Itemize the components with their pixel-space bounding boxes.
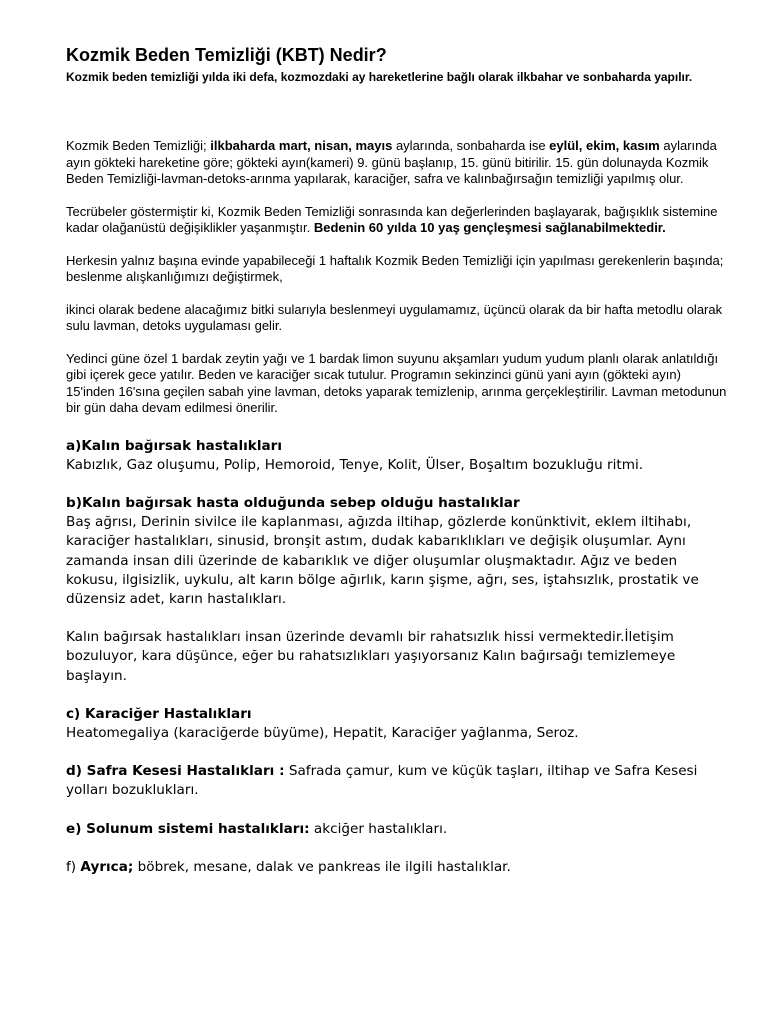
second-step-paragraph: ikinci olarak bedene alacağımız bitki sularıyla beslenmeyi uygulamamız, üçüncü olarak da bir hafta metodlu olarak sulu lavman, detoks uygulaması gelir.: [66, 301, 723, 333]
section-c: [66, 705, 726, 743]
experience-text: Tecrübeler göstermiştir ki, Kozmik Beden Temizliği sonrasında kan değerlerinden başlayarak, bağışıklık sistemine kadar olağanüstü değişiklikler yaşanmıştır.: [66, 203, 718, 235]
intro-text-3: aylarında ayın gökteki hareketine göre; gökteki ayın(kameri) 9. günü başlanıp, 15. günü bitirilir. 15. gün dolunayda Kozmik Beden Temizliği-lavman-detoks-arınma yapılarak, karaciğer, safra ve kalınbağırsağın temizliği yapılmış olur.: [66, 138, 717, 186]
document-subtitle: Kozmik beden temizliği yılda iki defa, kozmozdaki ay hareketlerine bağlı olarak ilkbahar ve sonbaharda yapılır.: [66, 70, 693, 84]
section-f-prefix: f): [66, 858, 81, 875]
section-e: [66, 820, 726, 839]
intro-text-2: aylarında, sonbaharda ise: [392, 138, 550, 153]
section-e-text: akciğer hastalıkları.: [309, 820, 448, 837]
intro-spring-months: ilkbaharda mart, nisan, mayıs: [210, 138, 393, 153]
section-d-text: Safrada çamur, kum ve küçük taşları, iltihap ve Safra Kesesi yolları bozuklukları.: [66, 763, 698, 799]
section-a-title: a)Kalın bağırsak hastalıkları: [66, 437, 283, 454]
intro-text-1: Kozmik Beden Temizliği;: [66, 138, 211, 153]
section-e-title: e) Solunum sistemi hastalıkları:: [66, 820, 310, 837]
experience-paragraph: [66, 204, 731, 237]
section-f-text: böbrek, mesane, dalak ve pankreas ile ilgili hastalıklar.: [133, 858, 511, 875]
section-d: [66, 762, 726, 800]
section-b-text: Baş ağrısı, Derinin sivilce ile kaplanması, ağızda iltihap, gözlerde konünktivit, eklem iltihabı, karaciğer hastalıkları, sinusid, bronşit astım, dudak kabarıklıkları ve değişik oluşumlar. Aynı zamanda insan dili üzerinde de kabarıklık ve diğer oluşumlar oluşmaktadır. Ağız ve beden kokusu, ilgisizlik, uykulu, alt karın bölge ağırlık, karın şişme, ağrı, ses, iştahsızlık, prostatik ve düzensiz adet, karın hastalıkları.: [66, 514, 699, 607]
section-d-title: d) Safra Kesesi Hastalıkları :: [66, 763, 285, 780]
weekly-cleanse-paragraph: Herkesin yalnız başına evinde yapabileceği 1 haftalık Kozmik Beden Temizliği için yapılması gerekenlerin başında; beslenme alışkanlığımızı değiştirmek,: [66, 252, 724, 284]
section-c-title: c) Karaciğer Hastalıkları: [66, 705, 252, 722]
seventh-day-paragraph: Yedinci güne özel 1 bardak zeytin yağı ve 1 bardak limon suyunu akşamları yudum yudum planlı olarak anlatıldığı gibi içerek gece yatılır. Beden ve karaciğer sıcak tutulur. Programın sekinzinci günü yani ayın (gökteki ayın) 15'inden 16'sına geçilen sabah yine lavman, detoks yaparak temizlenip, arınma gerçekleştirilir. Lavman metodunun bir gün daha devam edilmesi önerilir.: [66, 350, 727, 415]
section-c-text: Heatomegaliya (karaciğerde büyüme), Hepatit, Karaciğer yağlanma, Seroz.: [66, 724, 579, 741]
document-title: Kozmik Beden Temizliği (KBT) Nedir?: [66, 45, 387, 65]
section-a-text: Kabızlık, Gaz oluşumu, Polip, Hemoroid, Tenye, Kolit, Ülser, Boşaltım bozukluğu ritmi.: [66, 456, 644, 473]
experience-highlight: Bedenin 60 yılda 10 yaş gençleşmesi sağlanabilmektedir.: [313, 220, 666, 235]
section-a: [66, 437, 726, 475]
section-b-followup: Kalın bağırsak hastalıkları insan üzerinde devamlı bir rahatsızlık hissi vermektedir.İletişim bozuluyor, kara düşünce, eğer bu rahatsızlıkları yaşıyorsanız Kalın bağırsağı temizlemeye başlayın.: [66, 629, 676, 684]
section-b-title: b)Kalın bağırsak hasta olduğunda sebep olduğu hastalıklar: [66, 494, 520, 511]
section-f: [66, 858, 726, 877]
intro-paragraph: [66, 138, 731, 188]
section-b: [66, 494, 726, 609]
section-f-title: Ayrıca;: [80, 858, 134, 875]
intro-autumn-months: eylül, ekim, kasım: [549, 138, 660, 153]
